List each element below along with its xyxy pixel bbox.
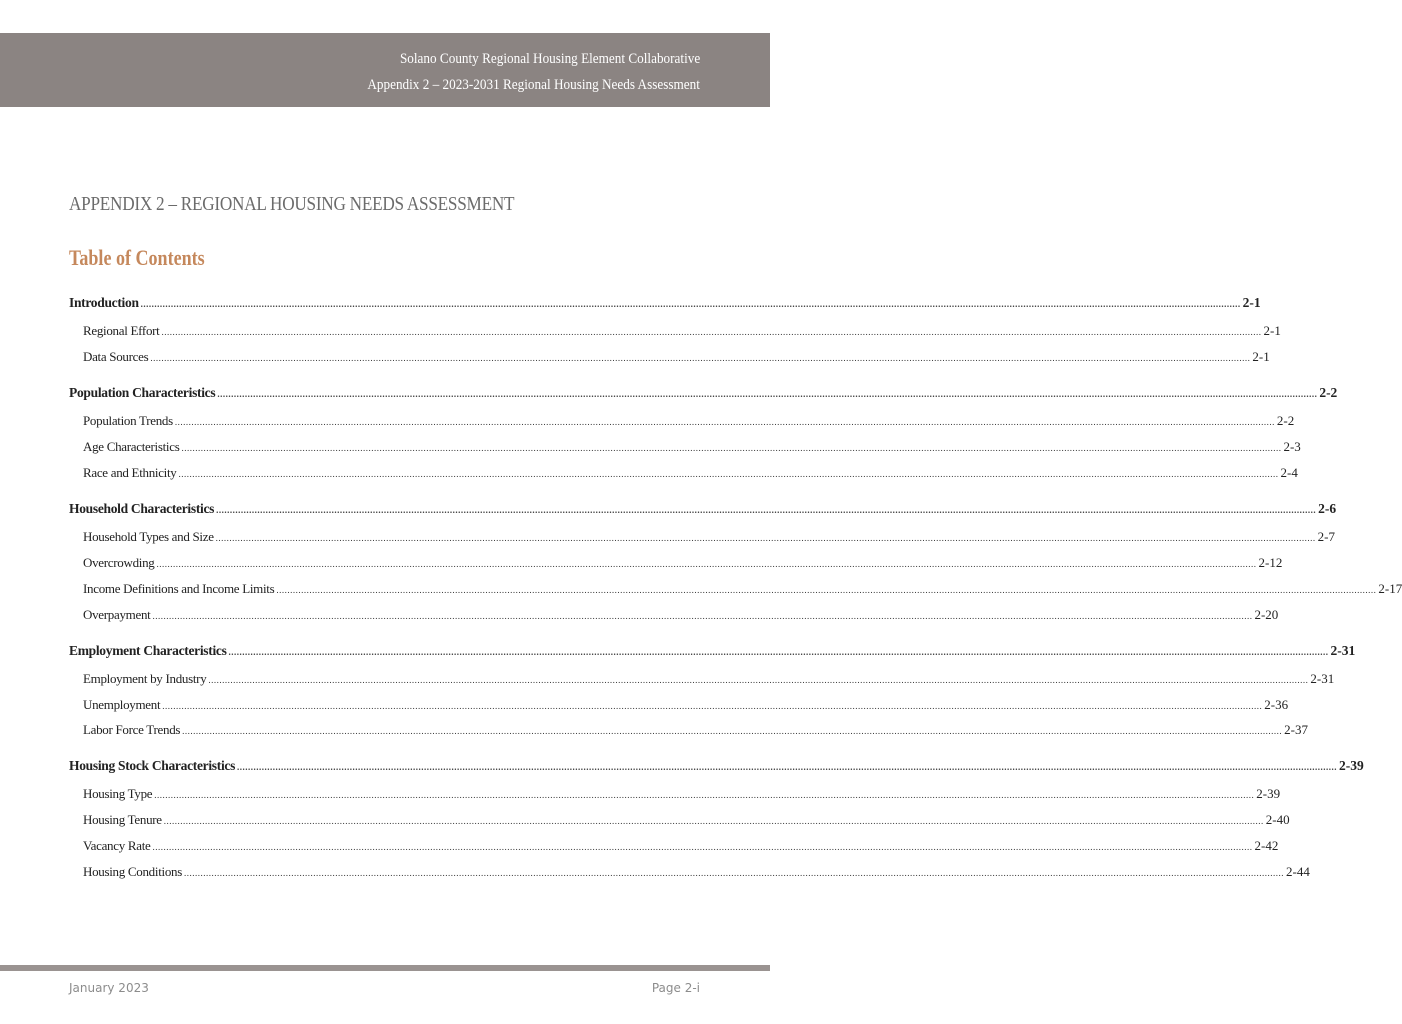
toc-entry-page: 2-6 [1318, 501, 1337, 516]
toc-entry-label: Labor Force Trends [83, 722, 181, 737]
toc-entry-page: 2-2 [1276, 413, 1295, 428]
toc-entry-page: 2-1 [1252, 349, 1270, 364]
toc-section-entry[interactable] [69, 758, 1364, 776]
toc-entry-page: 2-31 [1310, 671, 1335, 686]
toc-subsection-entry[interactable] [69, 607, 1279, 625]
toc-subsection-entry[interactable] [69, 529, 1336, 547]
toc-subsection-entry[interactable] [69, 812, 1290, 830]
toc-dot-leader: ................................................................................................................................................................................................................................................................................................................................................................................................................ [216, 505, 1317, 515]
toc-subsection-entry[interactable] [69, 555, 1283, 573]
footer-date: January 2023 [69, 981, 149, 995]
toc-dot-leader: ................................................................................................................................................................................................................................................................................................................................................................................................................ [183, 868, 1284, 878]
footer-page-number: Page 2-i [651, 981, 700, 995]
toc-section-entry[interactable] [69, 385, 1338, 403]
toc-entry-page: 2-3 [1283, 439, 1301, 454]
toc-subsection-entry[interactable] [69, 323, 1281, 341]
toc-subsection-entry[interactable] [69, 722, 1308, 740]
toc-dot-leader: ................................................................................................................................................................................................................................................................................................................................................................................................................ [161, 327, 1262, 337]
toc-entry-page: 2-12 [1258, 555, 1283, 570]
toc-entry-label: Population Characteristics [69, 385, 216, 400]
toc-subsection-entry[interactable] [69, 671, 1335, 689]
toc-dot-leader: ................................................................................................................................................................................................................................................................................................................................................................................................................ [217, 389, 1318, 399]
toc-dot-leader: ................................................................................................................................................................................................................................................................................................................................................................................................................ [215, 533, 1316, 543]
toc-dot-leader: ................................................................................................................................................................................................................................................................................................................................................................................................................ [237, 762, 1338, 772]
toc-entry-page: 2-39 [1256, 786, 1281, 801]
toc-entry-label: Unemployment [83, 697, 161, 712]
toc-entry-label: Population Trends [83, 413, 173, 428]
toc-entry-page: 2-17 [1378, 581, 1402, 596]
toc-dot-leader: ................................................................................................................................................................................................................................................................................................................................................................................................................ [178, 469, 1279, 479]
toc-dot-leader: ................................................................................................................................................................................................................................................................................................................................................................................................................ [182, 726, 1283, 736]
toc-entry-label: Race and Ethnicity [83, 465, 177, 480]
toc-dot-leader: ................................................................................................................................................................................................................................................................................................................................................................................................................ [276, 585, 1377, 595]
toc-subsection-entry[interactable] [69, 697, 1289, 715]
toc-entry-page: 2-1 [1242, 295, 1261, 310]
header-collaborative-title: Solano County Regional Housing Element Collaborative [399, 51, 700, 67]
toc-dot-leader: ................................................................................................................................................................................................................................................................................................................................................................................................................ [154, 790, 1255, 800]
footer-divider [0, 965, 770, 971]
toc-entry-page: 2-40 [1265, 812, 1290, 827]
toc-subsection-entry[interactable] [69, 864, 1310, 882]
toc-section-entry[interactable] [69, 501, 1337, 519]
toc-entry-label: Introduction [69, 295, 139, 310]
toc-entry-label: Data Sources [83, 349, 149, 364]
toc-dot-leader: ................................................................................................................................................................................................................................................................................................................................................................................................................ [174, 417, 1275, 427]
toc-dot-leader: ................................................................................................................................................................................................................................................................................................................................................................................................................ [156, 559, 1257, 569]
toc-section-entry[interactable] [69, 295, 1261, 313]
toc-entry-label: Age Characteristics [83, 439, 180, 454]
toc-entry-label: Employment by Industry [83, 671, 207, 686]
toc-dot-leader: ................................................................................................................................................................................................................................................................................................................................................................................................................ [152, 842, 1253, 852]
toc-subsection-entry[interactable] [69, 413, 1295, 431]
toc-subsection-entry[interactable] [69, 786, 1281, 804]
toc-dot-leader: ................................................................................................................................................................................................................................................................................................................................................................................................................ [208, 675, 1309, 685]
header-appendix-title: Appendix 2 – 2023-2031 Regional Housing Needs Assessment [367, 77, 700, 93]
toc-subsection-entry[interactable] [69, 581, 1402, 599]
toc-entry-label: Housing Type [83, 786, 153, 801]
toc-entry-page: 2-2 [1319, 385, 1338, 400]
toc-dot-leader: ................................................................................................................................................................................................................................................................................................................................................................................................................ [228, 647, 1329, 657]
toc-dot-leader: ................................................................................................................................................................................................................................................................................................................................................................................................................ [181, 443, 1282, 453]
page-header [0, 33, 770, 107]
toc-entry-label: Housing Conditions [83, 864, 182, 879]
toc-entry-page: 2-31 [1330, 643, 1356, 658]
toc-entry-page: 2-44 [1285, 864, 1310, 879]
toc-entry-label: Overcrowding [83, 555, 155, 570]
toc-entry-label: Regional Effort [83, 323, 160, 338]
toc-entry-label: Household Types and Size [83, 529, 214, 544]
toc-entry-page: 2-42 [1254, 838, 1279, 853]
toc-entry-page: 2-4 [1280, 465, 1298, 480]
toc-entry-page: 2-36 [1264, 697, 1289, 712]
toc-section-entry[interactable] [69, 643, 1356, 661]
toc-entry-page: 2-1 [1263, 323, 1281, 338]
toc-entry-label: Household Characteristics [69, 501, 215, 516]
toc-subsection-entry[interactable] [69, 439, 1301, 457]
toc-dot-leader: ................................................................................................................................................................................................................................................................................................................................................................................................................ [152, 611, 1253, 621]
toc-entry-label: Housing Tenure [83, 812, 162, 827]
toc-entry-label: Housing Stock Characteristics [69, 758, 236, 773]
toc-dot-leader: ................................................................................................................................................................................................................................................................................................................................................................................................................ [162, 701, 1263, 711]
toc-dot-leader: ................................................................................................................................................................................................................................................................................................................................................................................................................ [163, 816, 1264, 826]
toc-subsection-entry[interactable] [69, 349, 1270, 367]
toc-entry-label: Employment Characteristics [69, 643, 227, 658]
toc-dot-leader: ................................................................................................................................................................................................................................................................................................................................................................................................................ [150, 353, 1251, 363]
toc-heading: Table of Contents [69, 245, 205, 270]
toc-entry-label: Overpayment [83, 607, 151, 622]
toc-entry-page: 2-20 [1254, 607, 1279, 622]
toc-subsection-entry[interactable] [69, 838, 1279, 856]
toc-entry-page: 2-39 [1339, 758, 1364, 773]
toc-entry-label: Vacancy Rate [83, 838, 151, 853]
toc-entry-page: 2-37 [1284, 722, 1308, 737]
appendix-title: APPENDIX 2 – REGIONAL HOUSING NEEDS ASSESSMENT [69, 193, 515, 215]
toc-entry-page: 2-7 [1317, 529, 1336, 544]
toc-entry-label: Income Definitions and Income Limits [83, 581, 275, 596]
toc-subsection-entry[interactable] [69, 465, 1298, 483]
toc-dot-leader: ................................................................................................................................................................................................................................................................................................................................................................................................................ [140, 299, 1241, 309]
